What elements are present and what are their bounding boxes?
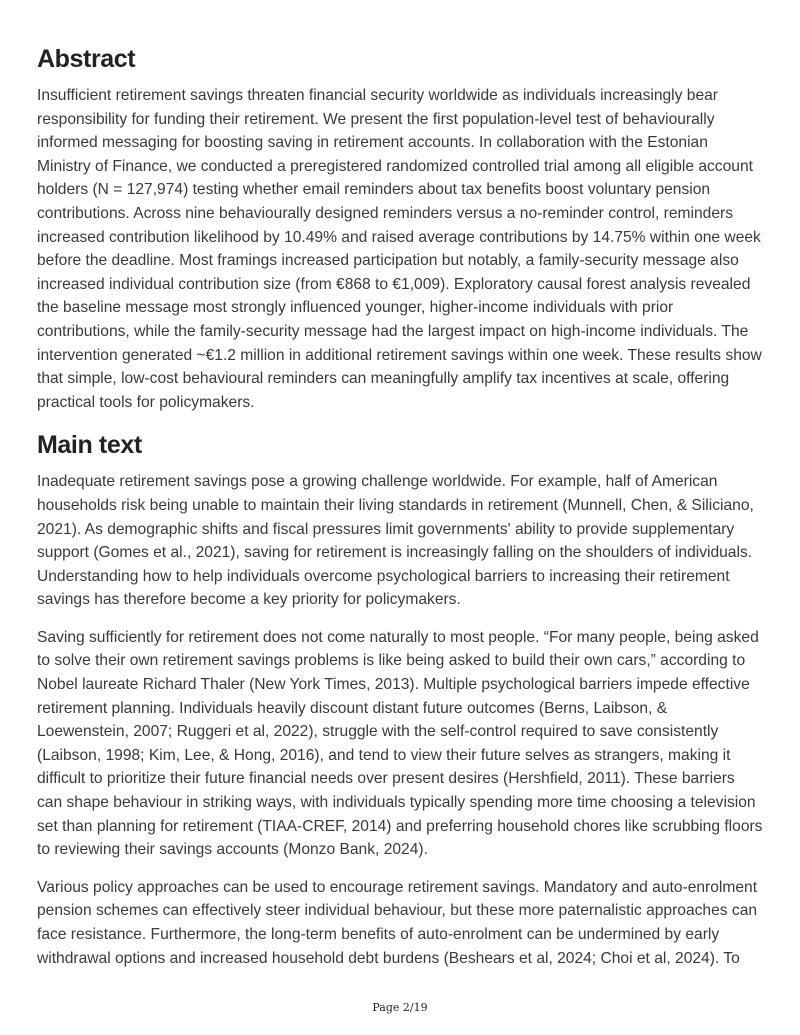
body-paragraph: Saving sufficiently for retirement does not come naturally to most people. “For many people, being asked to solve their own retirement savings problems is like being asked to build their own cars,” according to Nobel laureate Richard Thaler (New York Times, 2013). Multiple psychological barriers impede effective retirement planning. Individuals heavily discount distant future outcomes (Berns, Laibson, & Loewenstein, 2007; Ruggeri et al, 2022), struggle with the self-control required to save consistently (Laibson, 1998; Kim, Lee, & Hong, 2016), and tend to view their future selves as strangers, making it difficult to prioritize their future financial needs over present desires (Hershfield, 2011). These barriers can shape behaviour in striking ways, with individuals typically spending more time choosing a television set than planning for retirement (TIAA-CREF, 2014) and preferring household chores like scrubbing floors to reviewing their savings accounts (Monzo Bank, 2024). <box>37 628 763 859</box>
body-paragraph: Inadequate retirement savings pose a growing challenge worldwide. For example, half of American households risk being unable to maintain their living standards in retirement (Munnell, Chen, & Siliciano, 2021). As demographic shifts and fiscal pressures limit governments' ability to provide supplementary support (Gomes et al., 2021), saving for retirement is increasingly falling on the shoulders of individuals. Understanding how to help individuals overcome psychological barriers to increasing their retirement savings has therefore become a key priority for policymakers. <box>37 473 754 609</box>
page-number: Page 2/19 <box>372 1001 428 1014</box>
main-text-section <box>37 428 763 970</box>
body-paragraph: Various policy approaches can be used to encourage retirement savings. Mandatory and auto-enrolment pension schemes can effectively steer individual behaviour, but these more paternalistic approaches can face resistance. Furthermore, the long-term benefits of auto-enrolment can be undermined by early withdrawal options and increased household debt burdens (Beshears et al, 2024; Choi et al, 2024). To <box>37 878 758 967</box>
abstract-section <box>37 42 763 414</box>
main-text-heading: Main text <box>37 431 142 460</box>
abstract-heading: Abstract <box>37 45 136 73</box>
abstract-paragraph: Insufficient retirement savings threaten financial security worldwide as individuals increasingly bear responsibility for funding their retirement. We present the first population-level test of behaviourally informed messaging for boosting saving in retirement accounts. In collaboration with the Estonian Ministry of Finance, we conducted a preregistered randomized controlled trial among all eligible account holders (N = 127,974) testing whether email reminders about tax benefits boost voluntary pension contributions. Across nine behaviourally designed reminders versus a no-reminder control, reminders increased contribution likelihood by 10.49% and raised average contributions by 14.75% within one week before the deadline. Most framings increased participation but notably, a family-security message also increased individual contribution size (from €868 to €1,009). Exploratory causal forest analysis revealed the baseline message most strongly influenced younger, higher-income individuals with prior contributions, while the family-security message had the largest impact on high-income individuals. The intervention generated ~€1.2 million in additional retirement savings within one week. These results show that simple, low-cost behavioural reminders can meaningfully amplify tax incentives at scale, offering practical tools for policymakers. <box>37 87 762 411</box>
